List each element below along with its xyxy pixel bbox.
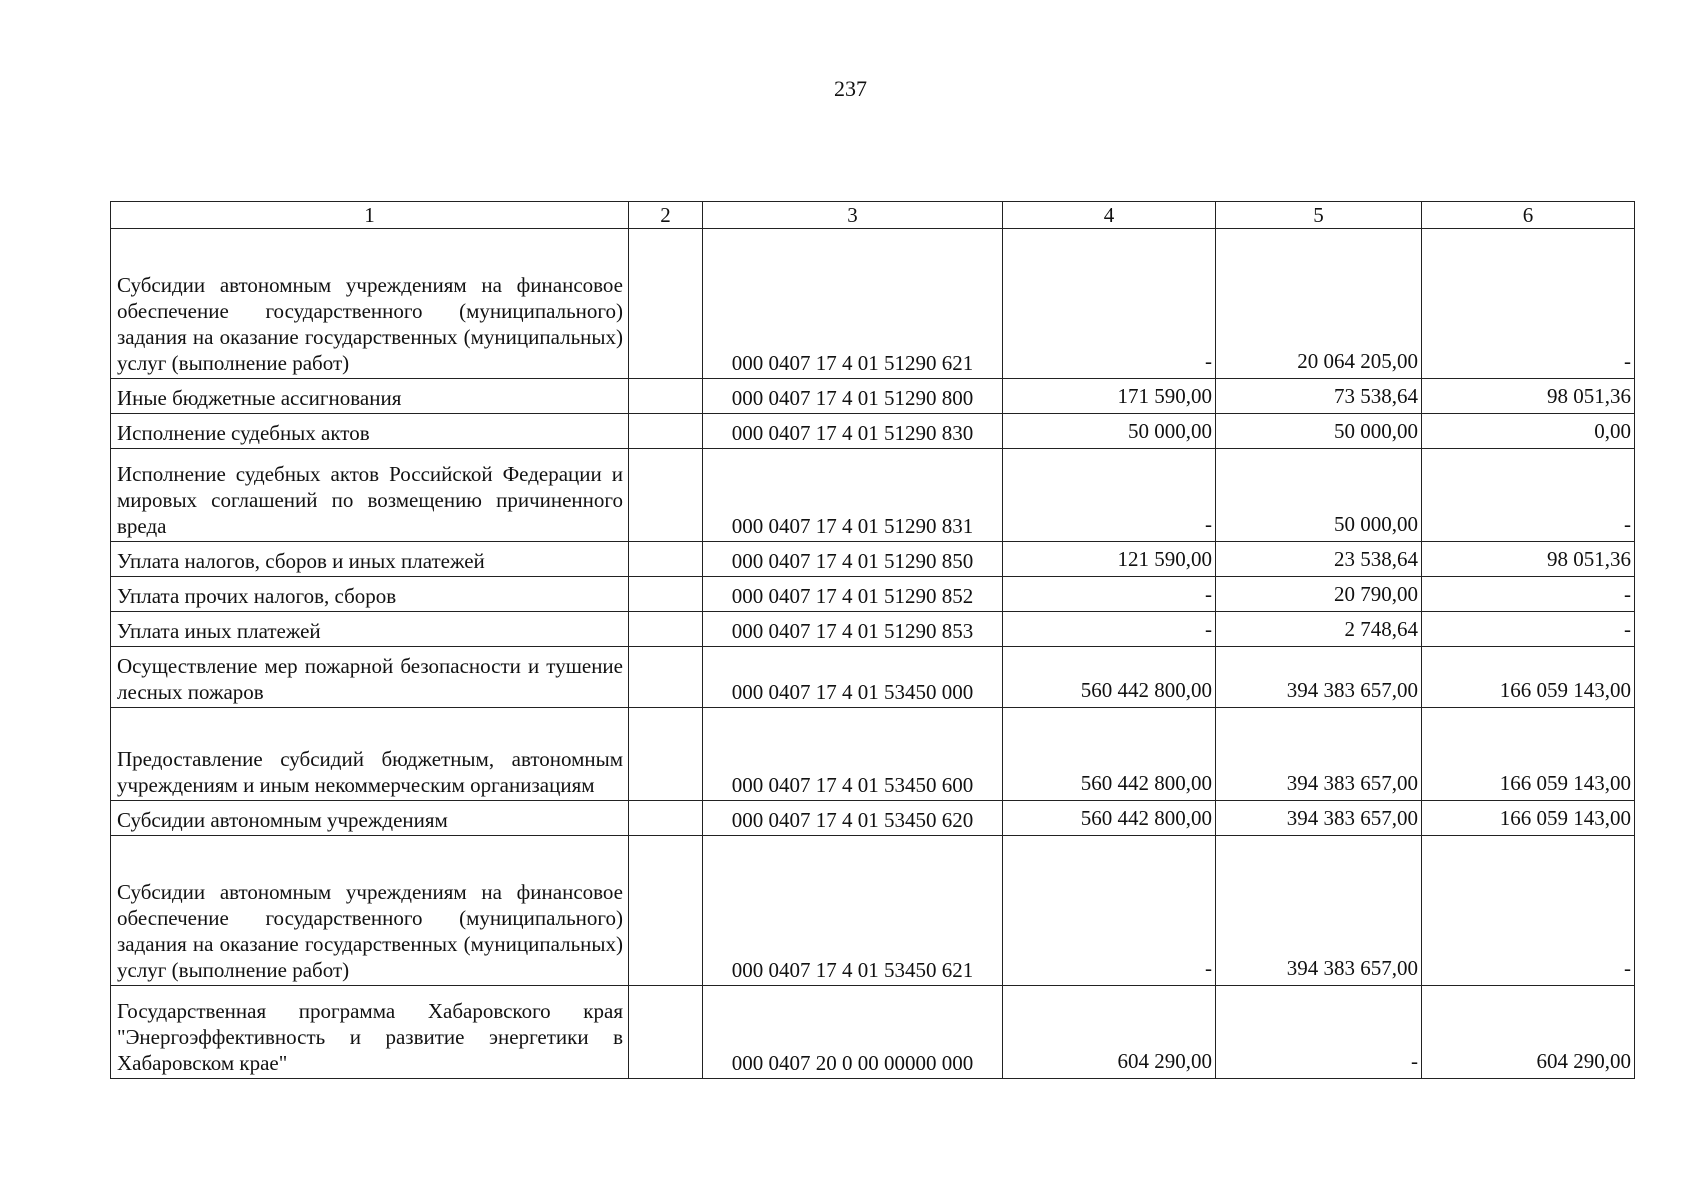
- row-name: Субсидии автономным учреждениям на финансовое обеспечение государственного (муниципального) задания на оказание государственных (муниципальных) услуг (выполнение работ): [111, 836, 629, 986]
- row-value-4: -: [1003, 577, 1216, 612]
- row-value-4: 50 000,00: [1003, 414, 1216, 449]
- row-code: 000 0407 17 4 01 53450 000: [703, 647, 1003, 708]
- table-row: [111, 836, 1635, 986]
- row-code: 000 0407 17 4 01 53450 600: [703, 708, 1003, 801]
- row-col2: [629, 836, 703, 986]
- row-value-4: 604 290,00: [1003, 986, 1216, 1079]
- row-value-5: 23 538,64: [1216, 542, 1422, 577]
- budget-table: [110, 201, 1635, 1079]
- row-code: 000 0407 17 4 01 53450 621: [703, 836, 1003, 986]
- row-value-6: -: [1422, 449, 1635, 542]
- row-col2: [629, 542, 703, 577]
- row-col2: [629, 379, 703, 414]
- row-value-5: 394 383 657,00: [1216, 647, 1422, 708]
- row-value-4: -: [1003, 836, 1216, 986]
- row-code: 000 0407 17 4 01 53450 620: [703, 801, 1003, 836]
- row-name: Иные бюджетные ассигнования: [111, 379, 629, 414]
- row-value-6: -: [1422, 836, 1635, 986]
- table-row: [111, 647, 1635, 708]
- row-col2: [629, 577, 703, 612]
- row-value-6: -: [1422, 229, 1635, 379]
- row-code: 000 0407 17 4 01 51290 831: [703, 449, 1003, 542]
- row-value-4: 560 442 800,00: [1003, 801, 1216, 836]
- row-code: 000 0407 17 4 01 51290 853: [703, 612, 1003, 647]
- header-col-5: 5: [1216, 202, 1422, 229]
- row-value-5: 50 000,00: [1216, 414, 1422, 449]
- row-value-6: -: [1422, 577, 1635, 612]
- table-row: [111, 801, 1635, 836]
- row-value-4: -: [1003, 612, 1216, 647]
- table-row: [111, 986, 1635, 1079]
- table-row: [111, 542, 1635, 577]
- row-value-6: -: [1422, 612, 1635, 647]
- page-number: 237: [834, 76, 867, 101]
- row-name: Осуществление мер пожарной безопасности и тушение лесных пожаров: [111, 647, 629, 708]
- row-value-5: 2 748,64: [1216, 612, 1422, 647]
- row-value-6: 0,00: [1422, 414, 1635, 449]
- row-name: Исполнение судебных актов Российской Федерации и мировых соглашений по возмещению причиненного вреда: [111, 449, 629, 542]
- row-value-6: 98 051,36: [1422, 379, 1635, 414]
- row-name: Предоставление субсидий бюджетным, автономным учреждениям и иным некоммерческим организациям: [111, 708, 629, 801]
- header-row: [111, 202, 1635, 229]
- row-col2: [629, 708, 703, 801]
- header-col-2: 2: [629, 202, 703, 229]
- row-value-4: 121 590,00: [1003, 542, 1216, 577]
- table-row: [111, 414, 1635, 449]
- table-row: [111, 379, 1635, 414]
- row-value-5: 50 000,00: [1216, 449, 1422, 542]
- row-name: Уплата прочих налогов, сборов: [111, 577, 629, 612]
- row-name: Уплата налогов, сборов и иных платежей: [111, 542, 629, 577]
- row-value-4: 560 442 800,00: [1003, 647, 1216, 708]
- header-col-6: 6: [1422, 202, 1635, 229]
- table-row: [111, 449, 1635, 542]
- header-col-1: 1: [111, 202, 629, 229]
- row-value-5: 394 383 657,00: [1216, 801, 1422, 836]
- row-value-5: 20 064 205,00: [1216, 229, 1422, 379]
- row-name: Субсидии автономным учреждениям на финансовое обеспечение государственного (муниципального) задания на оказание государственных (муниципальных) услуг (выполнение работ): [111, 229, 629, 379]
- row-col2: [629, 414, 703, 449]
- row-code: 000 0407 17 4 01 51290 830: [703, 414, 1003, 449]
- row-value-4: 560 442 800,00: [1003, 708, 1216, 801]
- row-col2: [629, 612, 703, 647]
- row-value-5: -: [1216, 986, 1422, 1079]
- row-value-6: 166 059 143,00: [1422, 708, 1635, 801]
- row-value-4: -: [1003, 229, 1216, 379]
- row-value-5: 394 383 657,00: [1216, 836, 1422, 986]
- table-row: [111, 708, 1635, 801]
- row-col2: [629, 449, 703, 542]
- row-col2: [629, 986, 703, 1079]
- row-name: Субсидии автономным учреждениям: [111, 801, 629, 836]
- row-code: 000 0407 17 4 01 51290 621: [703, 229, 1003, 379]
- row-value-4: 171 590,00: [1003, 379, 1216, 414]
- row-value-4: -: [1003, 449, 1216, 542]
- row-value-6: 98 051,36: [1422, 542, 1635, 577]
- row-col2: [629, 229, 703, 379]
- table-row: [111, 612, 1635, 647]
- header-col-4: 4: [1003, 202, 1216, 229]
- row-value-5: 20 790,00: [1216, 577, 1422, 612]
- row-value-5: 73 538,64: [1216, 379, 1422, 414]
- row-code: 000 0407 17 4 01 51290 800: [703, 379, 1003, 414]
- row-value-6: 166 059 143,00: [1422, 801, 1635, 836]
- row-code: 000 0407 17 4 01 51290 852: [703, 577, 1003, 612]
- row-value-5: 394 383 657,00: [1216, 708, 1422, 801]
- row-name: Уплата иных платежей: [111, 612, 629, 647]
- row-code: 000 0407 20 0 00 00000 000: [703, 986, 1003, 1079]
- row-value-6: 604 290,00: [1422, 986, 1635, 1079]
- row-name: Государственная программа Хабаровского края "Энергоэффективность и развитие энергетики в Хабаровском крае": [111, 986, 629, 1079]
- row-col2: [629, 647, 703, 708]
- table-row: [111, 577, 1635, 612]
- table-row: [111, 229, 1635, 379]
- row-col2: [629, 801, 703, 836]
- row-name: Исполнение судебных актов: [111, 414, 629, 449]
- row-value-6: 166 059 143,00: [1422, 647, 1635, 708]
- row-code: 000 0407 17 4 01 51290 850: [703, 542, 1003, 577]
- header-col-3: 3: [703, 202, 1003, 229]
